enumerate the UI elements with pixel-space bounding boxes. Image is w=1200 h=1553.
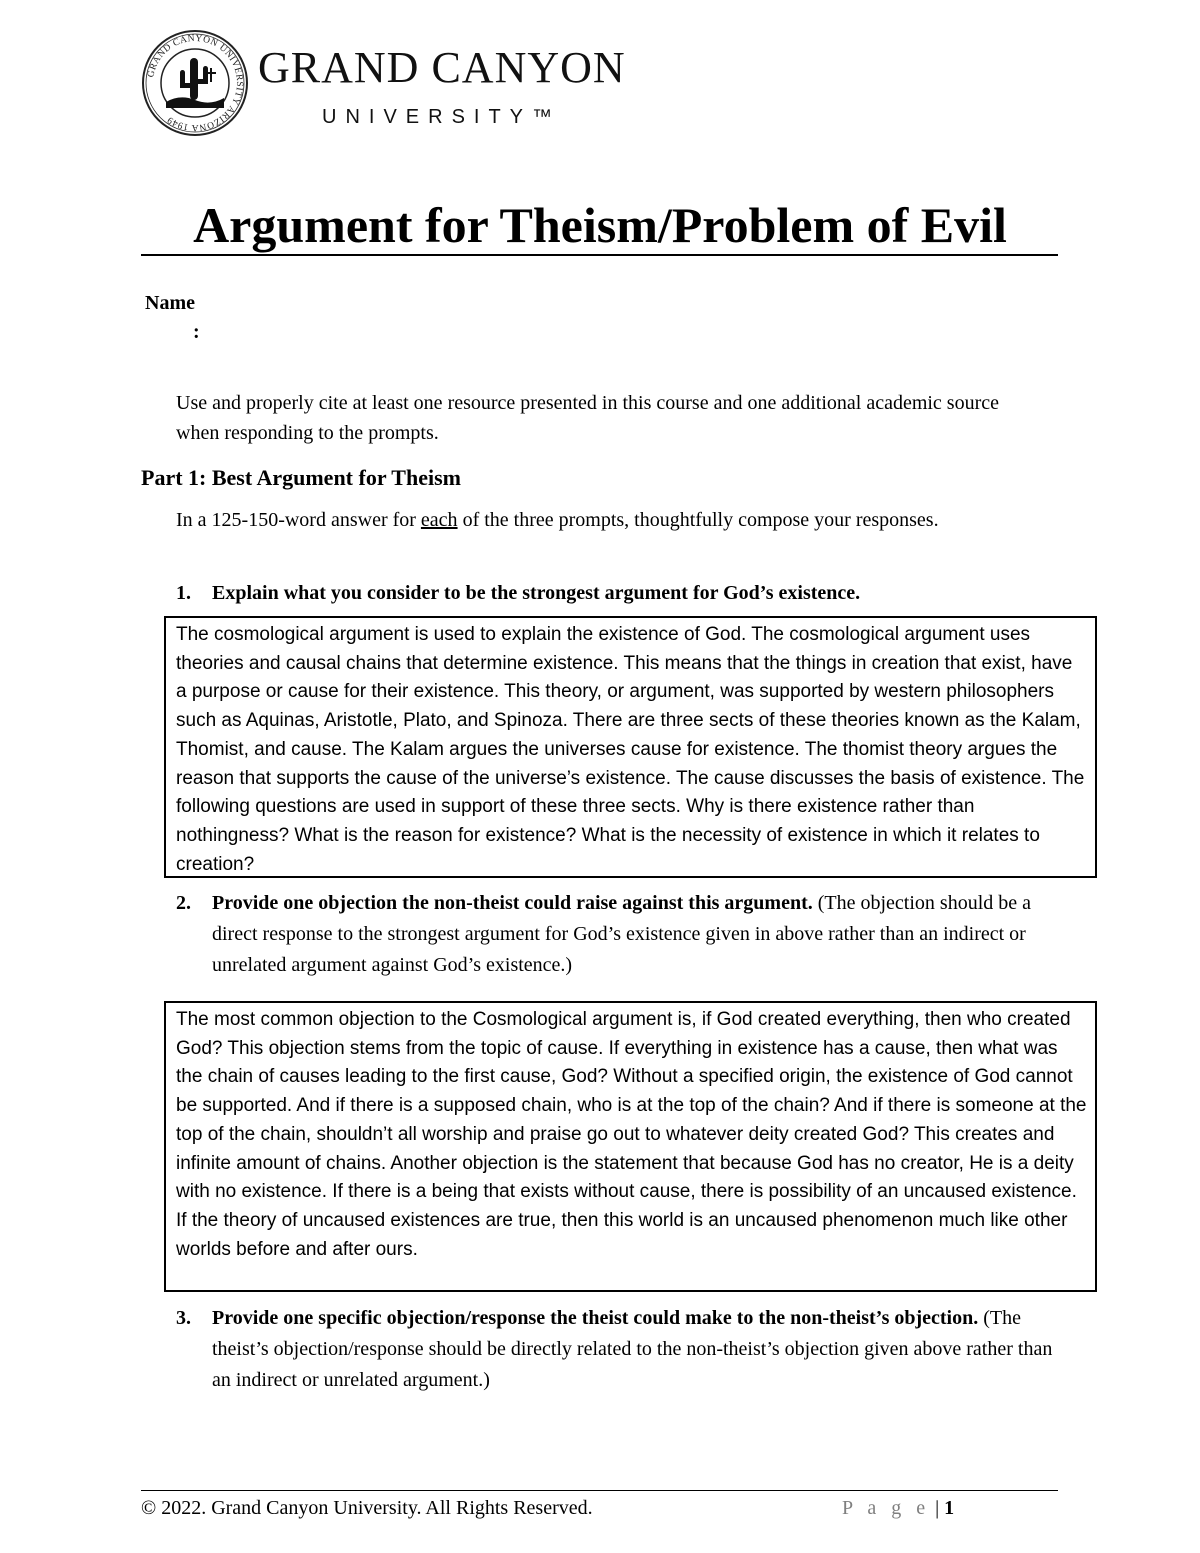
general-instructions: Use and properly cite at least one resource presented in this course and one additional academic source when responding to the prompts. (176, 392, 1000, 444)
part1-instructions (176, 506, 1036, 535)
part1-instr-pre: In a 125-150-word answer for (176, 509, 421, 531)
seal-text: GRAND CANYON UNIVERSITY ARIZONA 1949 (146, 33, 245, 133)
prompt-bold-text: Provide one objection the non-theist could raise against this argument. (212, 892, 813, 914)
page-label: P a g e (842, 1497, 931, 1519)
part1-heading: Part 1: Best Argument for Theism (141, 465, 461, 490)
prompt-number: 2. (176, 892, 191, 914)
answer-box-2: The most common objection to the Cosmological argument is, if God created everything, then who created God? This objection stems from the topic of cause. If everything in existence has a cause, then what was the chain of causes leading to the first cause, God? Without a specified origin, the existence of God cannot be supported. And if there is a supposed chain, who is at the top of the chain? And if there is someone at the top of the chain, shouldn’t all worship and praise go out to whatever deity created God? This creates and infinite amount of chains. Another objection is the statement that because God has no creator, He is a deity with no existence. If there is a being that exists without cause, there is possibility of an uncaused existence. If the theory of uncaused existences are true, then this world is an uncaused phenomenon much like other worlds before and after ours. (164, 1001, 1097, 1292)
prompt-2 (176, 888, 1056, 981)
university-name-line1: GRAND CANYON (258, 43, 626, 92)
prompt-bold-text: Explain what you consider to be the strongest argument for God’s existence. (212, 582, 861, 604)
prompt-3 (176, 1303, 1056, 1396)
part1-instr-post: of the three prompts, thoughtfully compose your responses. (457, 509, 939, 531)
answer-box-1: The cosmological argument is used to explain the existence of God. The cosmological argument uses theories and causal chains that determine existence. This means that the things in creation that exist, have a purpose or cause for their existence. This theory, or argument, was supported by western philosophers such as Aquinas, Aristotle, Plato, and Spinoza. There are three sects of these theories known as the Kalam, Thomist, and cause. The Kalam argues the universes cause for existence. The thomist theory argues the reason that supports the cause of the universe’s existence. The cause discusses the basis of existence. The following questions are used in support of these three sects. Why is there existence rather than nothingness? What is the reason for existence? What is the necessity of existence in which it relates to creation? (164, 616, 1097, 878)
title-underline (141, 254, 1058, 256)
footer-copyright: © 2022. Grand Canyon University. All Rights Reserved. (141, 1497, 593, 1519)
prompt-1 (176, 578, 1056, 609)
university-name-line2: UNIVERSITY™ (322, 106, 562, 128)
footer-page-number (842, 1497, 954, 1520)
page-number: 1 (944, 1497, 955, 1519)
university-logo (140, 28, 626, 138)
part1-instr-emphasis: each (420, 509, 458, 531)
footer-rule (141, 1490, 1058, 1491)
prompt-number: 1. (176, 582, 191, 604)
name-label: Name (145, 292, 195, 314)
prompt-number: 3. (176, 1307, 191, 1329)
prompt-normal-text: (The objection should be a direct response to the strongest argument for God’s existence given in above rather than an indirect or unrelated argument against God’s existence.) (212, 892, 1032, 976)
prompt-bold-text: Provide one specific objection/response the theist could make to the non-theist’s objection. (212, 1307, 979, 1329)
university-seal-icon (140, 28, 250, 138)
name-colon: : (193, 321, 200, 343)
document-title: Argument for Theism/Problem of Evil (193, 197, 1007, 253)
page-separator: | (930, 1497, 945, 1519)
prompt-normal-text: (The theist’s objection/response should be directly related to the non-theist’s objection given above rather than an indirect or unrelated argument.) (212, 1307, 1053, 1391)
